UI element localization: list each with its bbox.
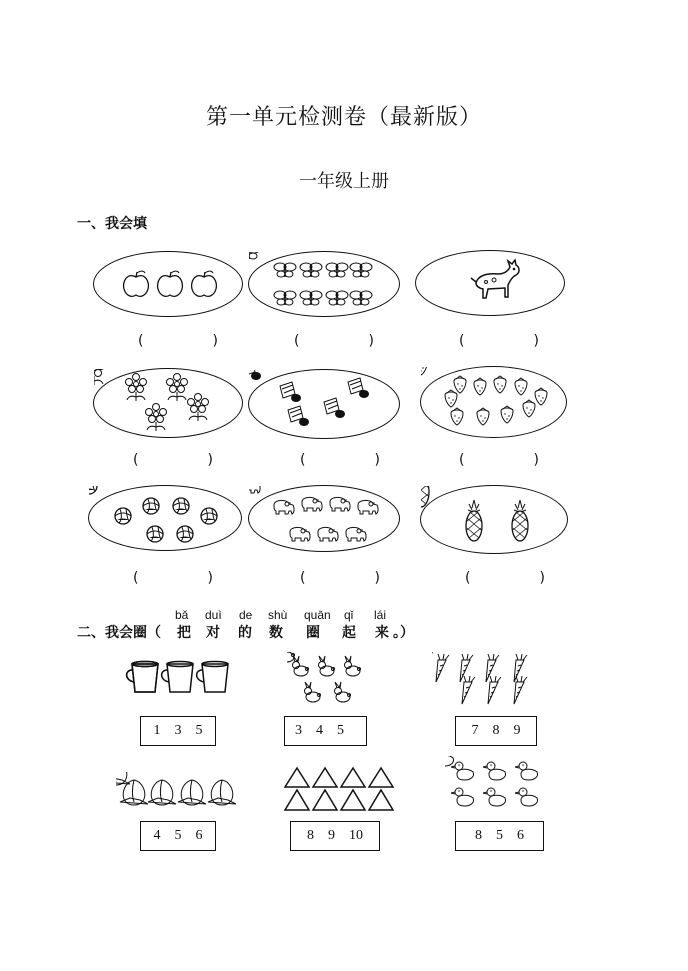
answer-blank-strawberries[interactable]: ( ) [459, 452, 539, 468]
triangle-icon [313, 768, 337, 787]
shuttlecock-icon [324, 398, 345, 418]
option-number[interactable]: 10 [349, 828, 363, 843]
triangle-icon [285, 790, 309, 810]
options-box-cups [140, 716, 216, 746]
option-number[interactable]: 9 [513, 723, 521, 738]
strawberry-icon [477, 408, 489, 425]
shuttlecock-icon-group [249, 370, 401, 440]
option-number[interactable]: 4 [316, 723, 323, 738]
oval-butterflies [248, 251, 400, 317]
strawberry-icon [523, 400, 535, 417]
pinyin-qi: qǐ [344, 608, 354, 622]
butterfly-icon [326, 291, 348, 305]
answer-blank-butterflies[interactable]: ( ) [294, 333, 374, 349]
cup-icon-group [124, 660, 236, 696]
option-number[interactable]: 8 [475, 828, 482, 843]
strawberry-icon [445, 390, 457, 407]
options-box-triangles [290, 821, 380, 851]
page-subtitle: 一年级上册 [299, 171, 389, 192]
carrot-icon-group [432, 652, 542, 708]
option-number[interactable]: 3 [174, 723, 182, 738]
peach-icon [208, 780, 236, 805]
butterfly-icon-group [249, 252, 401, 318]
peach-icon-group [116, 772, 244, 812]
option-number[interactable]: 8 [492, 723, 500, 738]
options-box-rabbits [284, 716, 367, 746]
volleyball-icon [201, 508, 217, 524]
carrot-icon [486, 654, 499, 682]
elephant-icon [358, 500, 378, 514]
oval-volleyballs [88, 485, 242, 551]
option-number[interactable]: 5 [337, 723, 344, 738]
char-qi: 起 [342, 625, 356, 641]
oval-flowers [93, 368, 243, 438]
volleyball-icon-group [89, 486, 243, 552]
pineapple-icon [466, 500, 482, 541]
strawberry-icon-group [421, 367, 568, 439]
shuttlecock-icon [348, 378, 369, 398]
section-1-heading: 一、我会填 [77, 216, 147, 232]
apple-icon [124, 271, 149, 296]
triangle-icon [313, 790, 337, 810]
strawberry-icon [501, 406, 513, 423]
char-de: 的 [238, 625, 252, 641]
rabbit-icon [345, 656, 361, 676]
oval-deer [415, 250, 565, 316]
triangle-icon [369, 768, 393, 787]
flower-icon [126, 374, 147, 402]
option-number[interactable]: 5 [496, 828, 503, 843]
char-ba: 把 [177, 625, 191, 641]
flower-icon [188, 394, 209, 422]
duck-icon [483, 788, 506, 806]
volleyball-icon [143, 498, 159, 514]
section-2-heading-prefix: 二、我会圈（ [77, 625, 161, 641]
triangle-icon [341, 768, 365, 787]
elephant-icon [274, 500, 294, 514]
answer-blank-shuttlecocks[interactable]: ( ) [300, 452, 380, 468]
pinyin-ba: bǎ [175, 608, 189, 622]
strawberry-icon [451, 408, 463, 425]
butterfly-icon [326, 263, 348, 277]
volleyball-icon [115, 508, 131, 524]
answer-blank-apples[interactable]: ( ) [138, 333, 218, 349]
answer-blank-flowers[interactable]: ( ) [133, 452, 213, 468]
duck-icon [483, 762, 506, 780]
flower-icon [146, 404, 167, 432]
elephant-icon [302, 497, 322, 511]
oval-shuttlecocks [248, 369, 400, 439]
strawberry-icon [515, 378, 527, 395]
butterfly-icon [300, 291, 322, 305]
rabbit-icon [293, 656, 309, 676]
option-number[interactable]: 6 [195, 828, 203, 843]
triangle-icon [285, 768, 309, 787]
volleyball-icon [147, 526, 163, 542]
oval-elephants [248, 485, 400, 552]
strawberry-icon [454, 376, 466, 393]
peach-icon [178, 780, 206, 805]
option-number[interactable]: 5 [174, 828, 182, 843]
options-box-peaches [140, 821, 216, 851]
flower-icon-group [94, 369, 244, 439]
answer-blank-volleyballs[interactable]: ( ) [133, 570, 213, 586]
option-number[interactable]: 1 [153, 723, 161, 738]
elephant-icon [346, 527, 366, 541]
char-shu: 数 [269, 625, 283, 641]
option-number[interactable]: 8 [307, 828, 314, 843]
section-2-heading-suffix: 。） [393, 625, 414, 641]
triangle-icon-group [283, 766, 397, 812]
elephant-icon [318, 527, 338, 541]
options-box-ducks [455, 821, 544, 851]
carrot-icon [436, 654, 449, 682]
answer-blank-elephants[interactable]: ( ) [300, 570, 380, 586]
page-title: 第一单元检测卷（最新版） [205, 105, 482, 130]
pinyin-quan: quān [304, 608, 331, 622]
duck-icon-group [445, 756, 545, 812]
carrot-icon [488, 676, 501, 704]
char-lai: 来 [375, 625, 389, 641]
rabbit-icon [335, 682, 351, 702]
cup-icon [127, 662, 158, 693]
char-quan: 圈 [306, 625, 320, 641]
pinyin-shu: shù [268, 608, 288, 622]
option-number[interactable]: 5 [195, 723, 203, 738]
option-number[interactable]: 9 [328, 828, 335, 843]
butterfly-icon [300, 263, 322, 277]
strawberry-icon [474, 378, 486, 395]
pinyin-de: de [239, 608, 253, 622]
volleyball-icon [173, 498, 189, 514]
option-number[interactable]: 4 [153, 828, 161, 843]
shuttlecock-icon [280, 382, 301, 402]
flower-icon [167, 374, 188, 402]
duck-icon [451, 762, 474, 780]
pinyin-dui: duì [205, 608, 222, 622]
butterfly-icon [274, 263, 296, 277]
carrot-icon [514, 654, 527, 682]
answer-blank-deer[interactable]: ( ) [459, 333, 539, 349]
oval-apples [93, 251, 243, 317]
rabbit-icon-group [287, 652, 369, 708]
pinyin-lai: lái [374, 608, 387, 622]
option-number[interactable]: 3 [295, 723, 302, 738]
triangle-icon [369, 790, 393, 810]
rabbit-icon [319, 656, 335, 676]
duck-icon [515, 762, 538, 780]
cup-icon [162, 662, 193, 693]
apple-icon-group [94, 252, 244, 318]
option-number[interactable]: 6 [517, 828, 524, 843]
cup-icon [197, 662, 228, 693]
butterfly-icon [350, 263, 372, 277]
apple-icon [158, 271, 183, 296]
butterfly-icon [274, 291, 296, 305]
elephant-icon [330, 497, 350, 511]
carrot-icon [462, 676, 475, 704]
options-box-carrots [455, 716, 537, 746]
volleyball-icon [177, 526, 193, 542]
rabbit-icon [305, 682, 321, 702]
char-dui: 对 [206, 625, 220, 641]
strawberry-icon [494, 376, 506, 393]
duck-icon [451, 788, 474, 806]
oval-pineapples [420, 485, 568, 554]
shuttlecock-icon [288, 406, 309, 426]
apple-icon [192, 271, 217, 296]
oval-strawberries [420, 366, 567, 438]
pineapple-icon [512, 500, 528, 541]
strawberry-icon [535, 388, 547, 405]
triangle-icon [341, 790, 365, 810]
elephant-icon-group [249, 486, 401, 553]
duck-icon [515, 788, 538, 806]
pineapple-icon-group [421, 486, 569, 555]
answer-blank-pineapples[interactable]: ( ) [465, 570, 545, 586]
carrot-icon [514, 676, 527, 704]
deer-icon [416, 251, 566, 317]
option-number[interactable]: 7 [471, 723, 479, 738]
butterfly-icon [350, 291, 372, 305]
elephant-icon [290, 527, 310, 541]
carrot-icon [460, 654, 473, 682]
peach-icon [148, 780, 176, 805]
